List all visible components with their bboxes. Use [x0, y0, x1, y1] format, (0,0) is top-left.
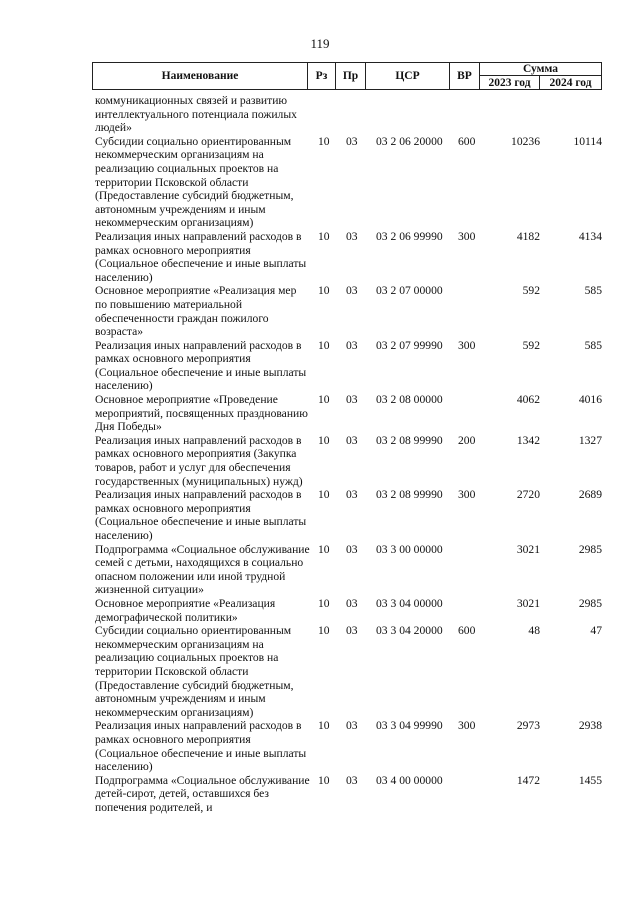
row-sum-2024: 47	[590, 624, 602, 638]
row-pr: 03	[346, 229, 358, 243]
row-name: Реализация иных направлений расходов в рамках основного мероприятия (Социальное обеспечение и иные выплаты населению)	[95, 488, 307, 542]
header-csr: ЦСР	[366, 63, 450, 90]
row-pr: 03	[346, 284, 358, 298]
row-rz: 10	[318, 488, 330, 502]
table-row	[0, 339, 640, 393]
row-csr: 03 2 08 00000	[376, 393, 443, 407]
row-csr: 03 4 00 00000	[376, 773, 443, 787]
row-csr: 03 2 06 20000	[376, 134, 443, 148]
row-sum-2024: 4016	[578, 393, 602, 407]
row-csr: 03 3 04 20000	[376, 624, 443, 638]
row-sum-2024: 2938	[578, 719, 602, 733]
row-csr: 03 3 04 99990	[376, 719, 443, 733]
row-sum-2024: 1327	[578, 433, 602, 447]
row-vr: 200	[458, 433, 476, 447]
row-csr: 03 2 07 00000	[376, 284, 443, 298]
row-csr: 03 2 07 99990	[376, 338, 443, 352]
row-sum-2024: 4134	[578, 229, 602, 243]
table-row	[0, 434, 640, 488]
row-pr: 03	[346, 134, 358, 148]
table-row	[0, 284, 640, 338]
row-name: Реализация иных направлений расходов в рамках основного мероприятия (Социальное обеспечение и иные выплаты населению)	[95, 719, 307, 774]
row-sum-2024: 10114	[573, 134, 602, 148]
row-vr: 300	[458, 719, 476, 733]
table-row	[0, 719, 640, 773]
row-name: Подпрограмма «Социальное обслуживание детей-сирот, детей, оставшихся без попечения родителей, и	[95, 773, 310, 814]
table-body	[0, 94, 640, 814]
row-pr: 03	[346, 393, 358, 407]
row-name: Субсидии социально ориентированным некоммерческим организациям на реализацию социальных проектов на территории Псковской области (Предоставление субсидий бюджетным, автономным учреждениям и иным некоммерческим организациям)	[95, 134, 294, 230]
row-name: Реализация иных направлений расходов в рамках основного мероприятия (Закупка товаров, работ и услуг для обеспечения государственных (муниципальных) нужд)	[95, 433, 303, 488]
row-pr: 03	[346, 488, 358, 502]
row-sum-2023: 592	[522, 338, 540, 352]
row-name: Подпрограмма «Социальное обслуживание семей с детьми, находящихся в социально опасном положении или иной трудной жизненной ситуации»	[95, 542, 310, 597]
row-rz: 10	[318, 542, 330, 556]
row-sum-2023: 1472	[516, 773, 540, 787]
row-sum-2024: 2689	[578, 488, 602, 502]
row-pr: 03	[346, 624, 358, 638]
row-pr: 03	[346, 596, 358, 610]
table-row	[0, 488, 640, 542]
header-2023: 2023 год	[480, 76, 540, 90]
table-row	[0, 543, 640, 597]
row-pr: 03	[346, 542, 358, 556]
row-rz: 10	[318, 433, 330, 447]
row-sum-2023: 4182	[516, 229, 540, 243]
row-pr: 03	[346, 773, 358, 787]
row-name: Основное мероприятие «Реализация мер по повышению материальной обеспеченности граждан пожилого возраста»	[95, 284, 297, 339]
table-row	[0, 94, 640, 135]
row-sum-2023: 2720	[516, 488, 540, 502]
table-row	[0, 624, 640, 719]
row-csr: 03 2 08 99990	[376, 488, 443, 502]
header-sum: Сумма	[480, 63, 602, 76]
row-name: коммуникационных связей и развитию интеллектуального потенциала пожилых людей»	[95, 94, 297, 135]
row-csr: 03 3 00 00000	[376, 542, 443, 556]
row-rz: 10	[318, 773, 330, 787]
row-csr: 03 3 04 00000	[376, 596, 443, 610]
row-vr: 300	[458, 488, 476, 502]
header-name: Наименование	[93, 63, 308, 90]
row-rz: 10	[318, 596, 330, 610]
row-sum-2023: 48	[528, 624, 540, 638]
row-sum-2024: 585	[584, 338, 602, 352]
row-name: Реализация иных направлений расходов в рамках основного мероприятия (Социальное обеспечение и иные выплаты населению)	[95, 338, 307, 393]
table-row	[0, 597, 640, 624]
row-name: Субсидии социально ориентированным некоммерческим организациям на реализацию социальных проектов на территории Псковской области (Предоставление субсидий бюджетным, автономным учреждениям и иным некоммерческим организациям)	[95, 624, 294, 719]
row-rz: 10	[318, 134, 330, 148]
page-number: 119	[310, 36, 330, 51]
row-pr: 03	[346, 719, 358, 733]
row-sum-2024: 2985	[578, 542, 602, 556]
row-rz: 10	[318, 338, 330, 352]
header-pr: Пр	[336, 63, 366, 90]
row-pr: 03	[346, 433, 358, 447]
header-rz: Рз	[308, 63, 336, 90]
row-sum-2023: 4062	[516, 393, 540, 407]
table-header	[92, 62, 602, 90]
row-sum-2024: 1455	[578, 773, 602, 787]
row-sum-2023: 3021	[516, 596, 540, 610]
row-sum-2024: 585	[584, 284, 602, 298]
row-csr: 03 2 06 99990	[376, 229, 443, 243]
row-name: Основное мероприятие «Реализация демографической политики»	[95, 596, 276, 624]
header-2024: 2024 год	[540, 76, 602, 90]
table-row	[0, 393, 640, 434]
row-rz: 10	[318, 229, 330, 243]
row-sum-2024: 2985	[578, 596, 602, 610]
row-rz: 10	[318, 719, 330, 733]
row-pr: 03	[346, 338, 358, 352]
row-sum-2023: 2973	[516, 719, 540, 733]
row-rz: 10	[318, 284, 330, 298]
row-name: Основное мероприятие «Проведение мероприятий, посвященных празднованию Дня Победы»	[95, 393, 308, 434]
row-vr: 600	[458, 134, 476, 148]
row-vr: 600	[458, 624, 476, 638]
row-vr: 300	[458, 229, 476, 243]
header-vr: ВР	[450, 63, 480, 90]
table-row	[0, 774, 640, 815]
row-sum-2023: 10236	[511, 134, 540, 148]
row-rz: 10	[318, 393, 330, 407]
row-sum-2023: 592	[522, 284, 540, 298]
row-csr: 03 2 08 99990	[376, 433, 443, 447]
row-sum-2023: 1342	[516, 433, 540, 447]
row-rz: 10	[318, 624, 330, 638]
row-sum-2023: 3021	[516, 542, 540, 556]
table-row	[0, 230, 640, 284]
row-name: Реализация иных направлений расходов в рамках основного мероприятия (Социальное обеспечение и иные выплаты населению)	[95, 229, 307, 284]
table-row	[0, 135, 640, 230]
row-vr: 300	[458, 338, 476, 352]
